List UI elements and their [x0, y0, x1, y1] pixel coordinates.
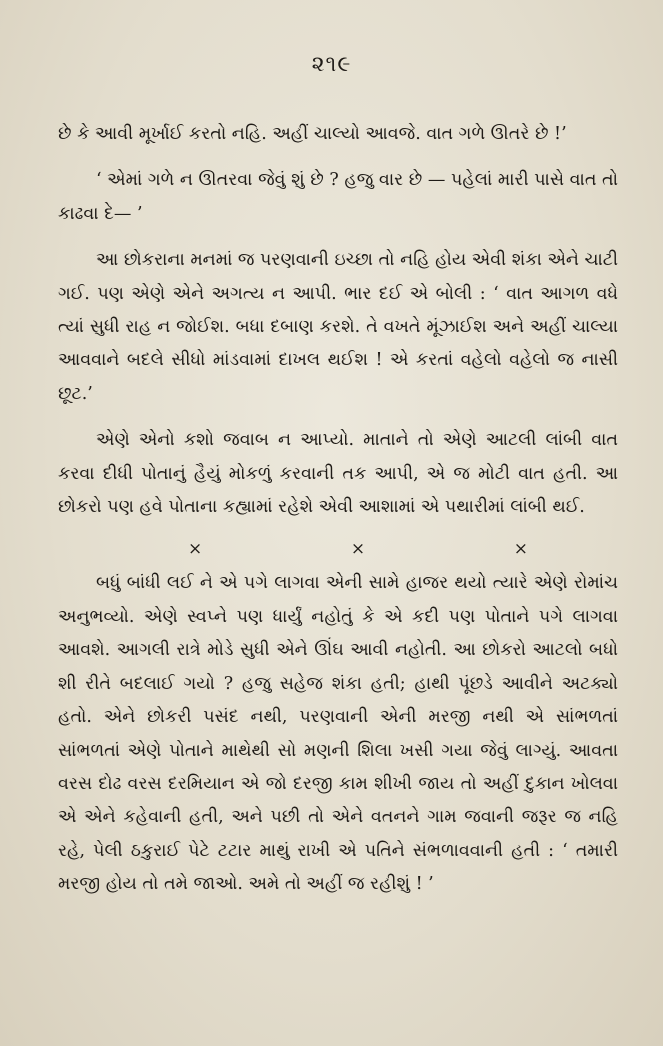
- section-separator: [188, 537, 528, 561]
- body-text: [58, 118, 618, 915]
- paragraph-1: છે કે આવી મૂર્ખાઈ કરતો નહિ. અહીં ચાલ્યો આવજે. વાત ગળે ઊતરે છે !’: [58, 124, 567, 144]
- separator-mark-1: ×: [188, 539, 203, 560]
- paragraph-3: આ છોકરાના મનમાં જ પરણવાની ઇચ્છા તો નહિ હોય એવી શંકા એને ચાટી ગઈ. પણ એણે એને અગત્ય ન આપી. ભાર દઈ એ બોલી : ‘ વાત આગળ વધે ત્યાં સુધી રાહ ન જોઈશ. બધા દબાણ કરશે. તે વખતે મૂંઝાઈશ અને અહીં ચાલ્યા આવવાને બદલે સીધો માંડવામાં દાખલ થઈશ ! એ કરતાં વહેલો વહેલો જ નાસી છૂટ.’: [58, 250, 618, 404]
- page-number: ૨૧૯: [311, 52, 352, 77]
- paragraph-4: એણે એનો કશો જવાબ ન આપ્યો. માતાને તો એણે આટલી લાંબી વાત કરવા દીધી પોતાનું હૈયું મોકળું કરવાની તક આપી, એ જ મોટી વાત હતી. આ છોકરો પણ હવે પોતાના કહ્યામાં રહેશે એવી આશામાં એ પથારીમાં લાંબી થઈ.: [58, 430, 618, 518]
- separator-mark-3: ×: [513, 539, 528, 560]
- paragraph-2: ‘ એમાં ગળે ન ઊતરવા જેવું શું છે ? હજુ વાર છે — પહેલાં મારી પાસે વાત તો કાઢવા દે— ’: [58, 170, 618, 224]
- paragraph-5: બધું બાંધી લઈ ને એ પગે લાગવા એની સામે હાજર થયો ત્યારે એણે રોમાંચ અનુભવ્યો. એણે સ્વપ્ને પણ ધાર્યું નહોતું કે એ કદી પણ પોતાને પગે લાગવા આવશે. આગલી રાત્રે મોડે સુધી એને ઊંઘ આવી નહોતી. આ છોકરો આટલો બધો શી રીતે બદલાઈ ગયો ? હજુ સહેજ શંકા હતી; હાથી પૂંછડે આવીને અટક્યો હતો. એને છોકરી પસંદ નથી, પરણવાની એની મરજી નથી એ સાંભળતાં સાંભળતાં એણે પોતાને માથેથી સો મણની શિલા ખસી ગયા જેવું લાગ્યું. આવતા વરસ દોઢ વરસ દરમિયાન એ જો દરજી કામ શીખી જાય તો અહીં દુકાન ખોલવા એ એને કહેવાની હતી, અને પછી તો એને વતનને ગામ જવાની જરૂર જ નહિ રહે, પેલી ઠકુરાઈ પેટે ટટાર માથું રાખી એ પતિને સંભળાવવાની હતી : ‘ તમારી મરજી હોય તો તમે જાઓ. અમે તો અહીં જ રહીશું ! ’: [58, 573, 618, 895]
- separator-mark-2: ×: [350, 539, 366, 560]
